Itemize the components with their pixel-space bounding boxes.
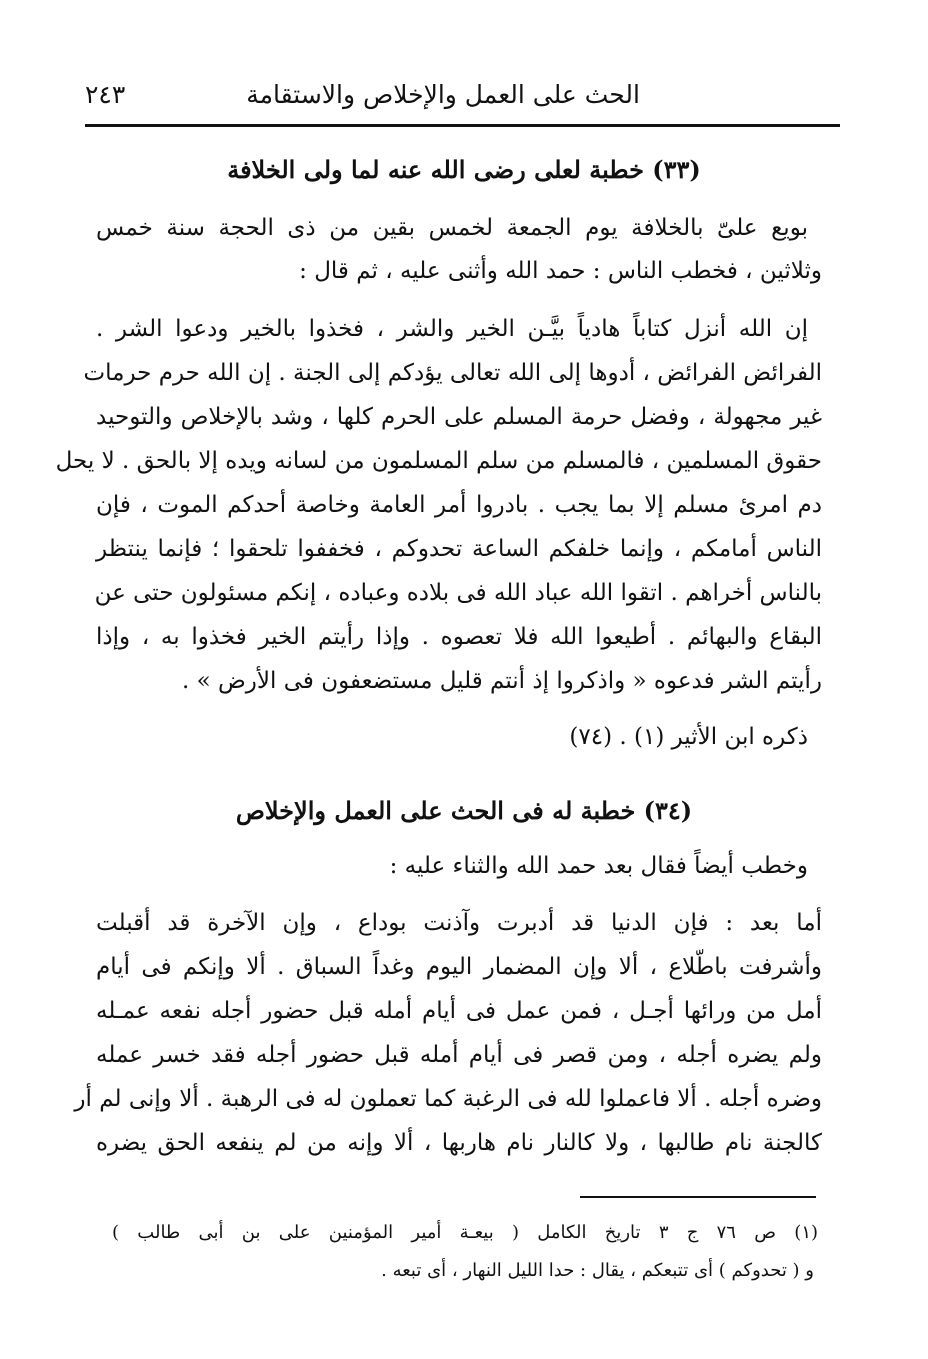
body-line: البقاع والبهائم . أطيعوا الله فلا تعصوه . وإذا رأيتم الخير فخذوا به ، وإذا	[96, 624, 822, 650]
body-line: وأشرفت باطّلاع ، ألا وإن المضمار اليوم وغداً السباق . ألا وإنكم فى أيام	[96, 954, 822, 980]
intro-line: بويع علىّ بالخلافة يوم الجمعة لخمس بقين من ذى الحجة سنة خمس	[96, 215, 808, 241]
body-line: حقوق المسلمين ، فالمسلم من سلم المسلمون من لسانه ويده إلا بالحق . لا يحل	[55, 448, 822, 474]
body-line: إن الله أنزل كتاباً هادياً بيَّـن الخير والشر ، فخذوا بالخير ودعوا الشر .	[96, 316, 808, 342]
body-line: أمل من ورائها أجـل ، فمن عمل فى أيام أمله قبل حضور أجله نفعه عمـله	[96, 998, 822, 1024]
header-rule	[85, 124, 840, 127]
intro-line: وثلاثين ، فخطب الناس : حمد الله وأثنى عليه ، ثم قال :	[299, 258, 822, 284]
body-line: رأيتم الشر فدعوه « واذكروا إذ أنتم قليل مستضعفون فى الأرض » .	[182, 668, 822, 694]
intro-line: وخطب أيضاً فقال بعد حمد الله والثناء عليه :	[389, 853, 808, 879]
section-heading-33: (٣٣) خطبة لعلى رضى الله عنه لما ولى الخلافة	[227, 155, 701, 184]
source-citation: ذكره ابن الأثير (١) . (٧٤)	[569, 724, 808, 750]
body-line: بالناس أخراهم . اتقوا الله عباد الله فى بلاده وعباده ، إنكم مسئولون حتى عن	[94, 580, 822, 606]
page-number: ٢٤٣	[85, 79, 126, 109]
body-line: ولم يضره أجله ، ومن قصر فى أيام أمله قبل حضور أجله فقد خسر عمله	[96, 1042, 822, 1068]
body-line: الناس أمامكم ، وإنما خلفكم الساعة تحدوكم ، فخففوا تلحقوا ؛ فإنما ينتظر	[96, 536, 822, 562]
section-heading-34: (٣٤) خطبة له فى الحث على العمل والإخلاص	[235, 796, 693, 825]
footnote-line: (١) ص ٧٦ ج ٣ تاريخ الكامل ( بيعـة أمير المؤمنين على بن أبى طالب )	[112, 1222, 819, 1243]
body-line: أما بعد : فإن الدنيا قد أدبرت وآذنت بوداع ، وإن الآخرة قد أقبلت	[96, 910, 822, 936]
body-line: الفرائض الفرائض ، أدوها إلى الله تعالى يؤدكم إلى الجنة . إن الله حرم حرمات	[83, 360, 822, 386]
body-line: دم امرئ مسلم إلا بما يجب . بادروا أمر العامة وخاصة أحدكم الموت ، فإن	[96, 492, 822, 518]
body-line: وضره أجله . ألا فاعملوا لله فى الرغبة كما تعملون له فى الرهبة . ألا وإنى لم أر	[74, 1086, 822, 1112]
footnote-rule	[580, 1196, 816, 1198]
body-line: غير مجهولة ، وفضل حرمة المسلم على الحرم كلها ، وشد بالإخلاص والتوحيد	[96, 404, 822, 430]
body-line: كالجنة نام طالبها ، ولا كالنار نام هاربها ، ألا وإنه من لم ينفعه الحق يضره	[96, 1130, 822, 1156]
page-header	[85, 68, 840, 120]
running-title: الحث على العمل والإخلاص والاستقامة	[246, 79, 640, 109]
footnote-line: و ( تحدوكم ) أى تتبعكم ، يقال : حدا الليل النهار ، أى تبعه .	[381, 1260, 814, 1281]
